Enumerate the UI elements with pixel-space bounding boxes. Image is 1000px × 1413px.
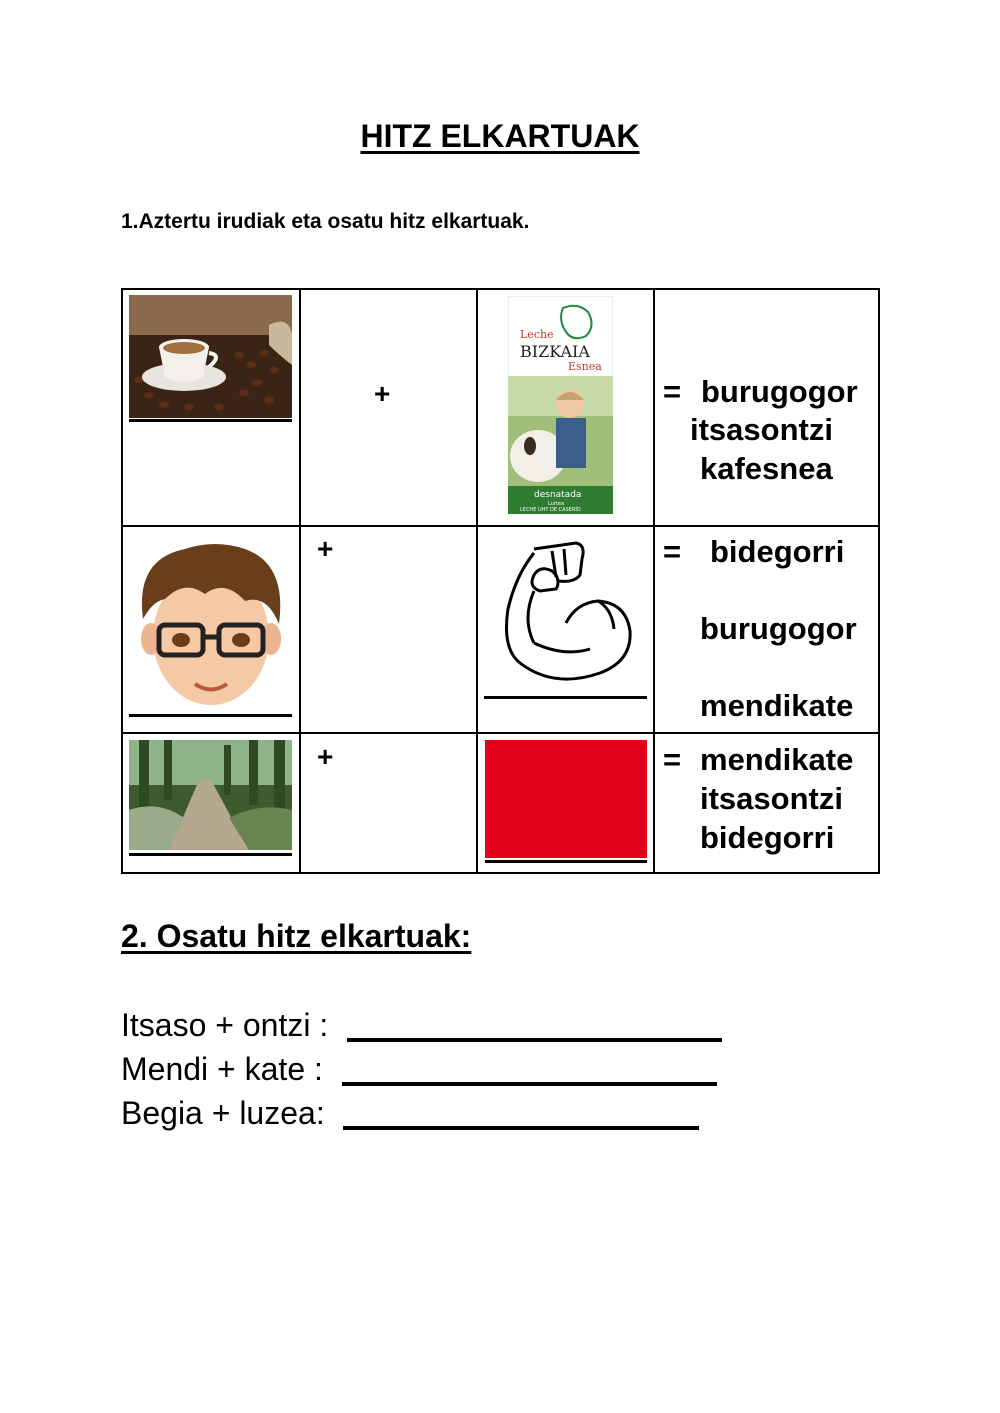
milk-carton-photo [508, 296, 613, 514]
word-options [663, 742, 878, 867]
exercise-1-instruction: 1.Aztertu irudiak eta osatu hitz elkartuak. [121, 210, 530, 233]
word-options [663, 534, 878, 724]
word-options [663, 374, 878, 514]
plus-sign: + [317, 741, 334, 772]
left-image-cell [122, 526, 300, 733]
table-row [122, 733, 879, 873]
option-word[interactable]: burugogor [700, 611, 857, 646]
answer-line[interactable] [484, 696, 647, 699]
answer-line[interactable] [129, 853, 292, 856]
fill-item [121, 1051, 323, 1088]
forest-path-photo [129, 740, 292, 850]
compound-words-table [121, 288, 880, 874]
table-row [122, 289, 879, 526]
operator-cell [300, 733, 477, 873]
right-image-cell [477, 289, 654, 526]
fill-prompt: Mendi + kate : [121, 1051, 323, 1087]
right-image-cell [477, 733, 654, 873]
right-image-cell [477, 526, 654, 733]
option-word[interactable]: kafesnea [700, 451, 833, 486]
left-image-cell [122, 289, 300, 526]
equals-sign: = [663, 374, 682, 409]
carton-esnea: Esnea [568, 360, 602, 373]
left-image-cell [122, 733, 300, 873]
carton-sub: Lurtea [548, 501, 565, 507]
boy-with-glasses-drawing [135, 539, 287, 709]
operator-cell [300, 289, 477, 526]
answer-line[interactable] [129, 714, 292, 717]
table-row [122, 526, 879, 733]
option-word[interactable]: burugogor [701, 374, 858, 409]
equals-sign: = [663, 534, 682, 569]
fill-prompt: Itsaso + ontzi : [121, 1007, 329, 1043]
plus-sign: + [374, 378, 391, 409]
answer-line[interactable] [129, 419, 292, 422]
option-word[interactable]: mendikate [700, 688, 854, 723]
fill-prompt: Begia + luzea: [121, 1095, 325, 1131]
options-cell [654, 289, 879, 526]
fill-blank[interactable] [343, 1126, 699, 1130]
fill-item [121, 1007, 328, 1044]
fill-blank[interactable] [342, 1082, 717, 1086]
option-word[interactable]: bidegorri [700, 820, 835, 855]
plus-sign: + [317, 533, 334, 564]
options-cell [654, 526, 879, 733]
exercise-2-heading: 2. Osatu hitz elkartuak: [121, 918, 472, 954]
fill-blank[interactable] [347, 1038, 722, 1042]
option-word[interactable]: itsasontzi [690, 412, 833, 447]
carton-leche: Leche [520, 328, 554, 341]
equals-sign: = [663, 742, 682, 777]
page-title: HITZ ELKARTUAK [360, 118, 640, 154]
carton-brand: BIZKAIA [520, 342, 590, 361]
carton-type: desnatada [534, 490, 582, 500]
operator-cell [300, 526, 477, 733]
fill-item [121, 1095, 325, 1132]
answer-line[interactable] [485, 860, 647, 863]
option-word[interactable]: mendikate [700, 742, 854, 777]
red-color-swatch [485, 740, 647, 858]
flexed-arm-icon [494, 539, 636, 689]
coffee-cup-photo [129, 295, 292, 418]
option-word[interactable]: itsasontzi [700, 781, 843, 816]
option-word[interactable]: bidegorri [710, 534, 845, 569]
options-cell [654, 733, 879, 873]
carton-footer: LECHE UHT DE CASERÍO [520, 507, 581, 513]
